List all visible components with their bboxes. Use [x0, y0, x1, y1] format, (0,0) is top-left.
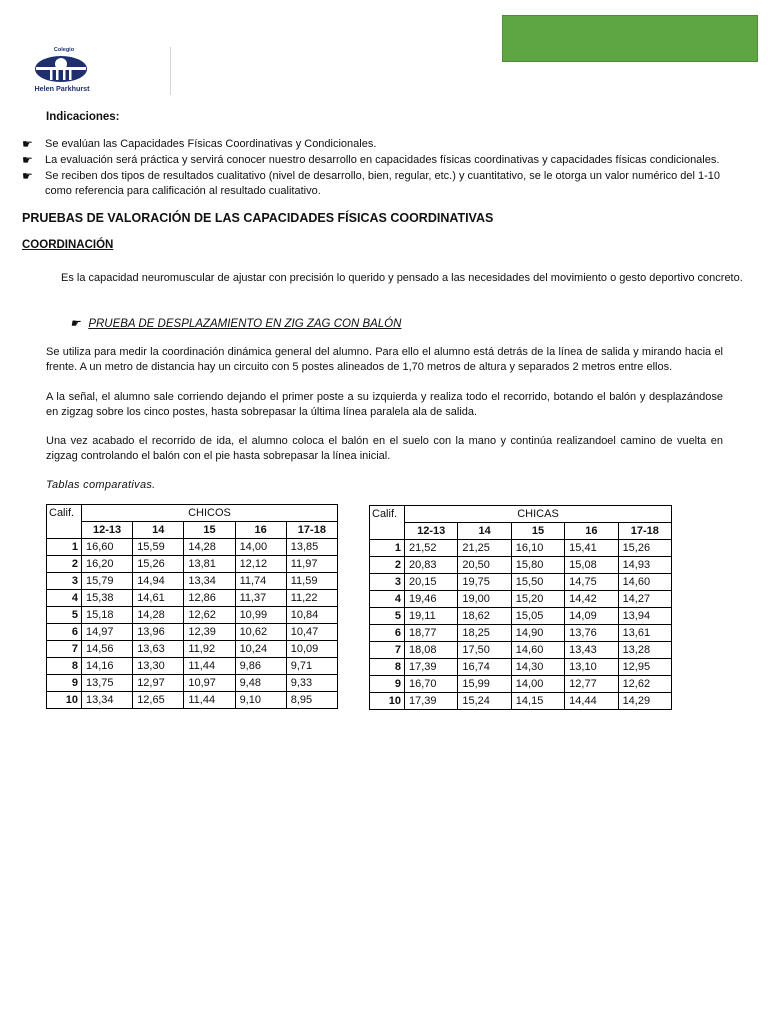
section-subtitle: COORDINACIÓN — [22, 239, 114, 251]
time-cell: 19,11 — [405, 608, 458, 625]
time-cell: 13,94 — [618, 608, 671, 625]
time-cell: 14,28 — [184, 539, 235, 556]
time-cell: 15,26 — [618, 540, 671, 557]
age-header: 17-18 — [618, 523, 671, 540]
logo-college-text: Colegio — [53, 47, 75, 53]
time-cell: 19,46 — [405, 591, 458, 608]
time-cell: 21,52 — [405, 540, 458, 557]
header-green-banner — [502, 15, 758, 62]
definition-text: Es la capacidad neuromuscular de ajustar con precisión lo querido y pensado a las necesidades del movimiento o gesto deportivo concreto. — [61, 272, 743, 284]
rank-cell: 4 — [370, 591, 405, 608]
time-cell: 18,62 — [458, 608, 511, 625]
instruction-text: Se evalúan las Capacidades Físicas Coordinativas y Condicionales. — [45, 138, 377, 150]
time-cell: 9,71 — [286, 658, 337, 675]
time-cell: 10,97 — [184, 675, 235, 692]
time-cell: 11,97 — [286, 556, 337, 573]
time-cell: 15,20 — [511, 591, 564, 608]
list-item — [22, 137, 722, 152]
instruction-text: La evaluación será práctica y servirá conocer nuestro desarrollo en capacidades físicas coordinativas y capacidades físicas condicionales. — [45, 154, 720, 166]
time-cell: 13,96 — [133, 624, 184, 641]
time-cell: 11,37 — [235, 590, 286, 607]
time-cell: 14,15 — [511, 693, 564, 710]
age-header: 14 — [458, 523, 511, 540]
time-cell: 20,83 — [405, 557, 458, 574]
tables-caption: Tablas comparativas. — [46, 479, 156, 491]
age-header: 15 — [184, 522, 235, 539]
time-cell: 12,95 — [618, 659, 671, 676]
time-cell: 11,74 — [235, 573, 286, 590]
time-cell: 12,62 — [618, 676, 671, 693]
time-cell: 14,16 — [82, 658, 133, 675]
time-cell: 10,24 — [235, 641, 286, 658]
time-cell: 9,48 — [235, 675, 286, 692]
time-cell: 11,59 — [286, 573, 337, 590]
table-row — [47, 692, 338, 709]
rank-cell: 8 — [47, 658, 82, 675]
rank-cell: 3 — [370, 574, 405, 591]
time-cell: 18,25 — [458, 625, 511, 642]
time-cell: 10,99 — [235, 607, 286, 624]
time-cell: 14,00 — [511, 676, 564, 693]
time-cell: 12,62 — [184, 607, 235, 624]
boys-table — [46, 504, 338, 709]
time-cell: 17,39 — [405, 659, 458, 676]
time-cell: 15,79 — [82, 573, 133, 590]
time-cell: 13,34 — [184, 573, 235, 590]
table-row — [47, 624, 338, 641]
table-row — [47, 641, 338, 658]
table-row — [370, 540, 672, 557]
time-cell: 17,50 — [458, 642, 511, 659]
time-cell: 12,12 — [235, 556, 286, 573]
table-row — [370, 574, 672, 591]
table-row — [370, 659, 672, 676]
time-cell: 13,43 — [565, 642, 618, 659]
instruction-text: Se reciben dos tipos de resultados cualitativo (nivel de desarrollo, bien, regular, etc.) y cuantitativo, se le otorga un valor numérico del 1-10 como referencia para calificación al resultado cualitativo. — [45, 170, 721, 197]
table-row — [370, 642, 672, 659]
age-header: 12-13 — [82, 522, 133, 539]
time-cell: 15,18 — [82, 607, 133, 624]
time-cell: 16,20 — [82, 556, 133, 573]
time-cell: 15,80 — [511, 557, 564, 574]
time-cell: 12,97 — [133, 675, 184, 692]
rank-cell: 6 — [370, 625, 405, 642]
time-cell: 12,77 — [565, 676, 618, 693]
time-cell: 15,08 — [565, 557, 618, 574]
time-cell: 17,39 — [405, 693, 458, 710]
girls-table — [369, 505, 672, 710]
time-cell: 14,42 — [565, 591, 618, 608]
time-cell: 14,30 — [511, 659, 564, 676]
time-cell: 16,70 — [405, 676, 458, 693]
pointing-hand-icon: ☛ — [22, 169, 33, 183]
time-cell: 11,44 — [184, 692, 235, 709]
paragraph: Una vez acabado el recorrido de ida, el alumno coloca el balón en el suelo con la mano y continúa realizandoel camino de vuelta en zigzag controlando el balón con el pie hasta sobrepasar la línea inicial. — [46, 435, 723, 462]
time-cell: 15,50 — [511, 574, 564, 591]
time-cell: 13,10 — [565, 659, 618, 676]
instructions-title: Indicaciones: — [46, 111, 120, 123]
rank-cell: 6 — [47, 624, 82, 641]
table-row — [47, 539, 338, 556]
time-cell: 14,00 — [235, 539, 286, 556]
time-cell: 14,94 — [133, 573, 184, 590]
rank-cell: 2 — [370, 557, 405, 574]
age-header: 15 — [511, 523, 564, 540]
rank-cell: 3 — [47, 573, 82, 590]
rank-cell: 10 — [370, 693, 405, 710]
time-cell: 18,77 — [405, 625, 458, 642]
time-cell: 10,09 — [286, 641, 337, 658]
time-cell: 15,26 — [133, 556, 184, 573]
paragraph: Se utiliza para medir la coordinación dinámica general del alumno. Para ello el alumno está detrás de la línea de salida y mirando hacia el frente. A un metro de distancia hay un circuito con 5 postes alineados de 1,70 metros de altura y separados 2 metros entre ellos. — [46, 346, 723, 373]
rank-cell: 1 — [47, 539, 82, 556]
time-cell: 13,28 — [618, 642, 671, 659]
table-row — [47, 658, 338, 675]
table-row — [47, 675, 338, 692]
age-header: 14 — [133, 522, 184, 539]
table-row — [47, 590, 338, 607]
time-cell: 11,22 — [286, 590, 337, 607]
time-cell: 13,34 — [82, 692, 133, 709]
time-cell: 12,65 — [133, 692, 184, 709]
rank-cell: 1 — [370, 540, 405, 557]
section-title: PRUEBAS DE VALORACIÓN DE LAS CAPACIDADES FÍSICAS COORDINATIVAS — [22, 211, 494, 225]
time-cell: 16,74 — [458, 659, 511, 676]
time-cell: 12,39 — [184, 624, 235, 641]
time-cell: 13,30 — [133, 658, 184, 675]
time-cell: 15,38 — [82, 590, 133, 607]
table-row — [370, 591, 672, 608]
time-cell: 9,33 — [286, 675, 337, 692]
time-cell: 14,60 — [618, 574, 671, 591]
pointing-hand-icon: ☛ — [22, 153, 33, 167]
time-cell: 14,28 — [133, 607, 184, 624]
time-cell: 14,29 — [618, 693, 671, 710]
time-cell: 10,47 — [286, 624, 337, 641]
school-logo — [34, 44, 94, 94]
time-cell: 13,63 — [133, 641, 184, 658]
time-cell: 8,95 — [286, 692, 337, 709]
time-cell: 15,99 — [458, 676, 511, 693]
rank-cell: 4 — [47, 590, 82, 607]
group-header: CHICOS — [82, 505, 338, 522]
time-cell: 18,08 — [405, 642, 458, 659]
time-cell: 12,86 — [184, 590, 235, 607]
pointing-hand-icon: ☛ — [70, 318, 81, 330]
header-divider — [170, 47, 171, 95]
time-cell: 19,00 — [458, 591, 511, 608]
time-cell: 14,97 — [82, 624, 133, 641]
time-cell: 13,85 — [286, 539, 337, 556]
table-row — [370, 608, 672, 625]
age-header-row — [370, 523, 672, 540]
age-header: 12-13 — [405, 523, 458, 540]
time-cell: 21,25 — [458, 540, 511, 557]
time-cell: 13,76 — [565, 625, 618, 642]
table-row — [47, 556, 338, 573]
time-cell: 10,62 — [235, 624, 286, 641]
time-cell: 20,50 — [458, 557, 511, 574]
time-cell: 9,10 — [235, 692, 286, 709]
time-cell: 11,92 — [184, 641, 235, 658]
group-header: CHICAS — [405, 506, 672, 523]
time-cell: 14,56 — [82, 641, 133, 658]
time-cell: 15,24 — [458, 693, 511, 710]
time-cell: 14,93 — [618, 557, 671, 574]
pointing-hand-icon: ☛ — [22, 137, 33, 151]
time-cell: 14,09 — [565, 608, 618, 625]
table-row — [47, 573, 338, 590]
paragraph: A la señal, el alumno sale corriendo dejando el primer poste a su izquierda y realiza todo el recorrido, botando el balón y desplazándose en zigzag sobre los cinco postes, hasta sobrepasar la última línea paralela ala de salida. — [46, 391, 723, 418]
list-item — [22, 169, 722, 199]
rank-cell: 9 — [370, 676, 405, 693]
time-cell: 14,44 — [565, 693, 618, 710]
time-cell: 16,60 — [82, 539, 133, 556]
time-cell: 13,75 — [82, 675, 133, 692]
table-row — [370, 676, 672, 693]
time-cell: 19,75 — [458, 574, 511, 591]
time-cell: 9,86 — [235, 658, 286, 675]
calif-header: Calif. — [47, 505, 82, 539]
time-cell: 14,75 — [565, 574, 618, 591]
time-cell: 20,15 — [405, 574, 458, 591]
time-cell: 15,59 — [133, 539, 184, 556]
table-row — [370, 693, 672, 710]
test-heading — [70, 316, 401, 330]
time-cell: 16,10 — [511, 540, 564, 557]
time-cell: 13,81 — [184, 556, 235, 573]
table-row — [370, 625, 672, 642]
time-cell: 15,05 — [511, 608, 564, 625]
time-cell: 14,61 — [133, 590, 184, 607]
rank-cell: 2 — [47, 556, 82, 573]
age-header-row — [47, 522, 338, 539]
time-cell: 10,84 — [286, 607, 337, 624]
time-cell: 14,27 — [618, 591, 671, 608]
test-title: PRUEBA DE DESPLAZAMIENTO EN ZIG ZAG CON BALÓN — [88, 318, 402, 330]
time-cell: 13,61 — [618, 625, 671, 642]
instructions-list — [22, 137, 722, 200]
rank-cell: 7 — [370, 642, 405, 659]
time-cell: 14,60 — [511, 642, 564, 659]
rank-cell: 10 — [47, 692, 82, 709]
logo-emblem-icon — [34, 44, 94, 94]
rank-cell: 9 — [47, 675, 82, 692]
list-item — [22, 153, 722, 168]
time-cell: 14,90 — [511, 625, 564, 642]
rank-cell: 5 — [370, 608, 405, 625]
calif-header: Calif. — [370, 506, 405, 540]
rank-cell: 5 — [47, 607, 82, 624]
rank-cell: 7 — [47, 641, 82, 658]
table-row — [370, 557, 672, 574]
time-cell: 11,44 — [184, 658, 235, 675]
age-header: 16 — [235, 522, 286, 539]
logo-school-name: Helen Parkhurst — [34, 84, 90, 93]
age-header: 16 — [565, 523, 618, 540]
time-cell: 15,41 — [565, 540, 618, 557]
rank-cell: 8 — [370, 659, 405, 676]
age-header: 17-18 — [286, 522, 337, 539]
table-row — [47, 607, 338, 624]
